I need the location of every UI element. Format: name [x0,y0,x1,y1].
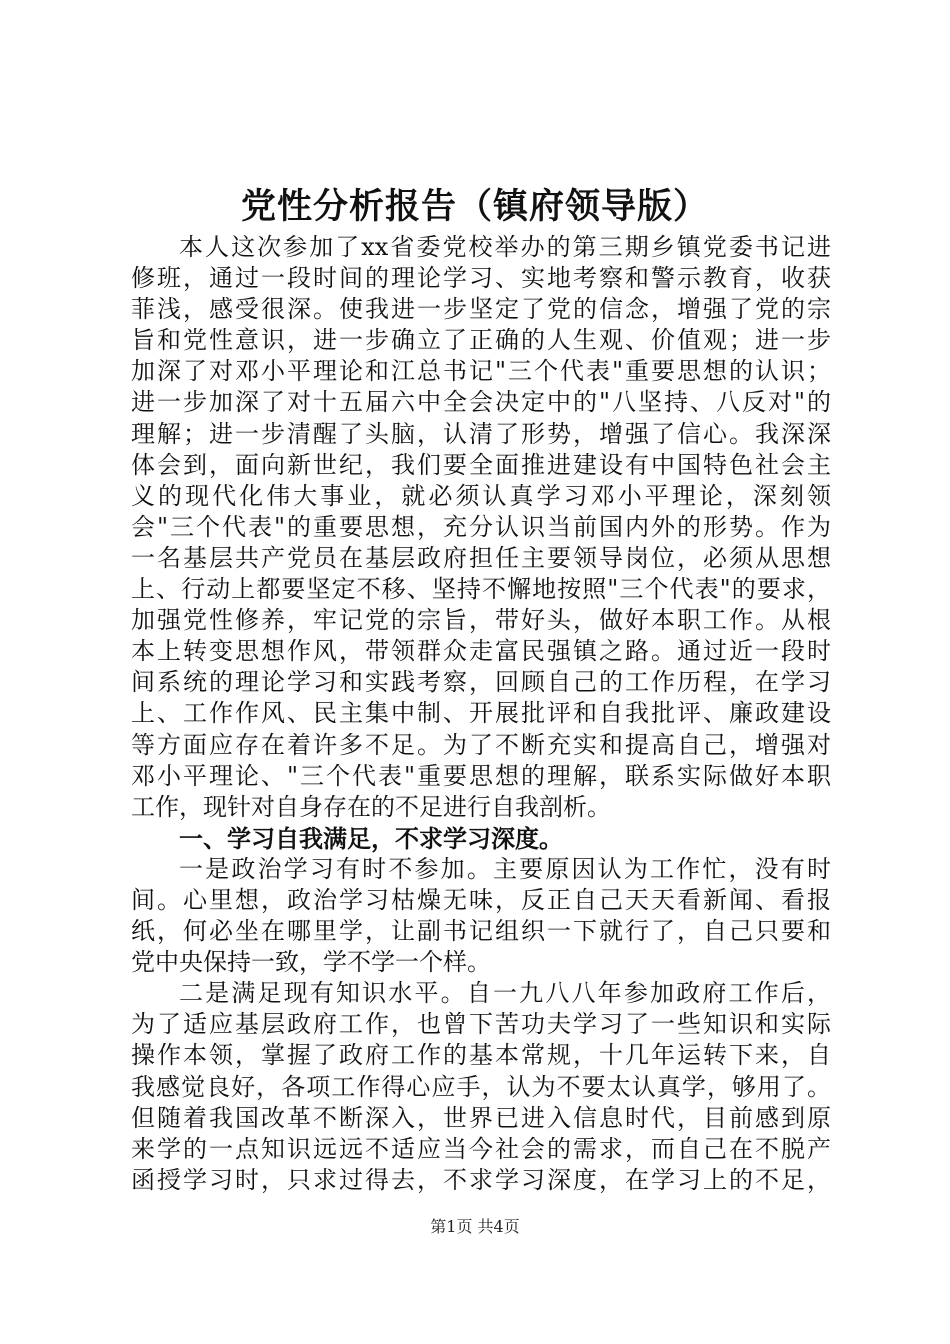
text-line: 间。心里想，政治学习枯燥无味，反正自己天天看新闻、看报 [131,885,831,914]
text-line: 进一步加深了对十五届六中全会决定中的"八坚持、八反对"的 [131,388,831,417]
text-line: 党中央保持一致，学不学一个样。 [131,948,491,977]
document-body [131,232,831,1196]
paragraph-political-study [131,854,831,978]
text-line: 上、工作作风、民主集中制、开展批评和自我批评、廉政建设 [131,699,831,728]
text-line: 本人这次参加了xx省委党校举办的第三期乡镇党委书记进 [179,233,831,261]
text-line: 体会到，面向新世纪，我们要全面推进建设有中国特色社会主 [131,450,831,479]
text-line: 上、行动上都要坚定不移、坚持不懈地按照"三个代表"的要求， [131,575,831,604]
page-title: 党性分析报告（镇府领导版） [240,186,709,227]
text-line: 间系统的理论学习和实践考察，回顾自己的工作历程，在学习 [131,668,831,697]
text-line: 菲浅，感受很深。使我进一步坚定了党的信念，增强了党的宗 [131,295,831,324]
text-line: 会"三个代表"的重要思想，充分认识当前国内外的形势。作为 [131,512,831,541]
text-line: 一名基层共产党员在基层政府担任主要领导岗位，必须从思想 [131,543,831,572]
text-line: 函授学习时，只求过得去，不求学习深度，在学习上的不足， [131,1165,831,1194]
text-line: 来学的一点知识远远不适应当今社会的需求，而自己在不脱产 [131,1134,831,1163]
text-line: 理解；进一步清醒了头脑，认清了形势，增强了信心。我深深 [131,419,831,448]
text-line: 我感觉良好，各项工作得心应手，认为不要太认真学，够用了。 [131,1072,831,1101]
section-heading: 一、学习自我满足，不求学习深度。 [179,823,563,853]
text-line: 为了适应基层政府工作，也曾下苦功夫学习了一些知识和实际 [131,1010,831,1039]
text-line: 纸，何必坐在哪里学，让副书记组织一下就行了，自己只要和 [131,917,831,946]
text-line: 二是满足现有知识水平。自一九八八年参加政府工作后， [179,979,831,1008]
text-line: 但随着我国改革不断深入，世界已进入信息时代，目前感到原 [131,1103,831,1132]
text-line: 修班，通过一段时间的理论学习、实地考察和警示教育，收获 [131,264,831,293]
text-line: 加深了对邓小平理论和江总书记"三个代表"重要思想的认识； [131,357,831,386]
text-line: 本上转变思想作风，带领群众走富民强镇之路。通过近一段时 [131,637,831,666]
text-line: 一是政治学习有时不参加。主要原因认为工作忙，没有时 [179,854,831,883]
text-line: 加强党性修养，牢记党的宗旨，带好头，做好本职工作。从根 [131,606,831,635]
text-line: 等方面应存在着许多不足。为了不断充实和提高自己，增强对 [131,730,831,759]
text-line: 旨和党性意识，进一步确立了正确的人生观、价值观；进一步 [131,326,831,355]
paragraph-knowledge [131,978,831,1196]
text-line: 邓小平理论、"三个代表"重要思想的理解，联系实际做好本职 [131,761,831,790]
text-line: 操作本领，掌握了政府工作的基本常规，十几年运转下来，自 [131,1041,831,1070]
text-line: 工作，现针对自身存在的不足进行自我剖析。 [131,792,611,821]
text-line: 义的现代化伟大事业，就必须认真学习邓小平理论，深刻领 [131,481,831,510]
page-footer: 第1页 共4页 [430,1217,520,1236]
paragraph-intro [131,232,831,823]
